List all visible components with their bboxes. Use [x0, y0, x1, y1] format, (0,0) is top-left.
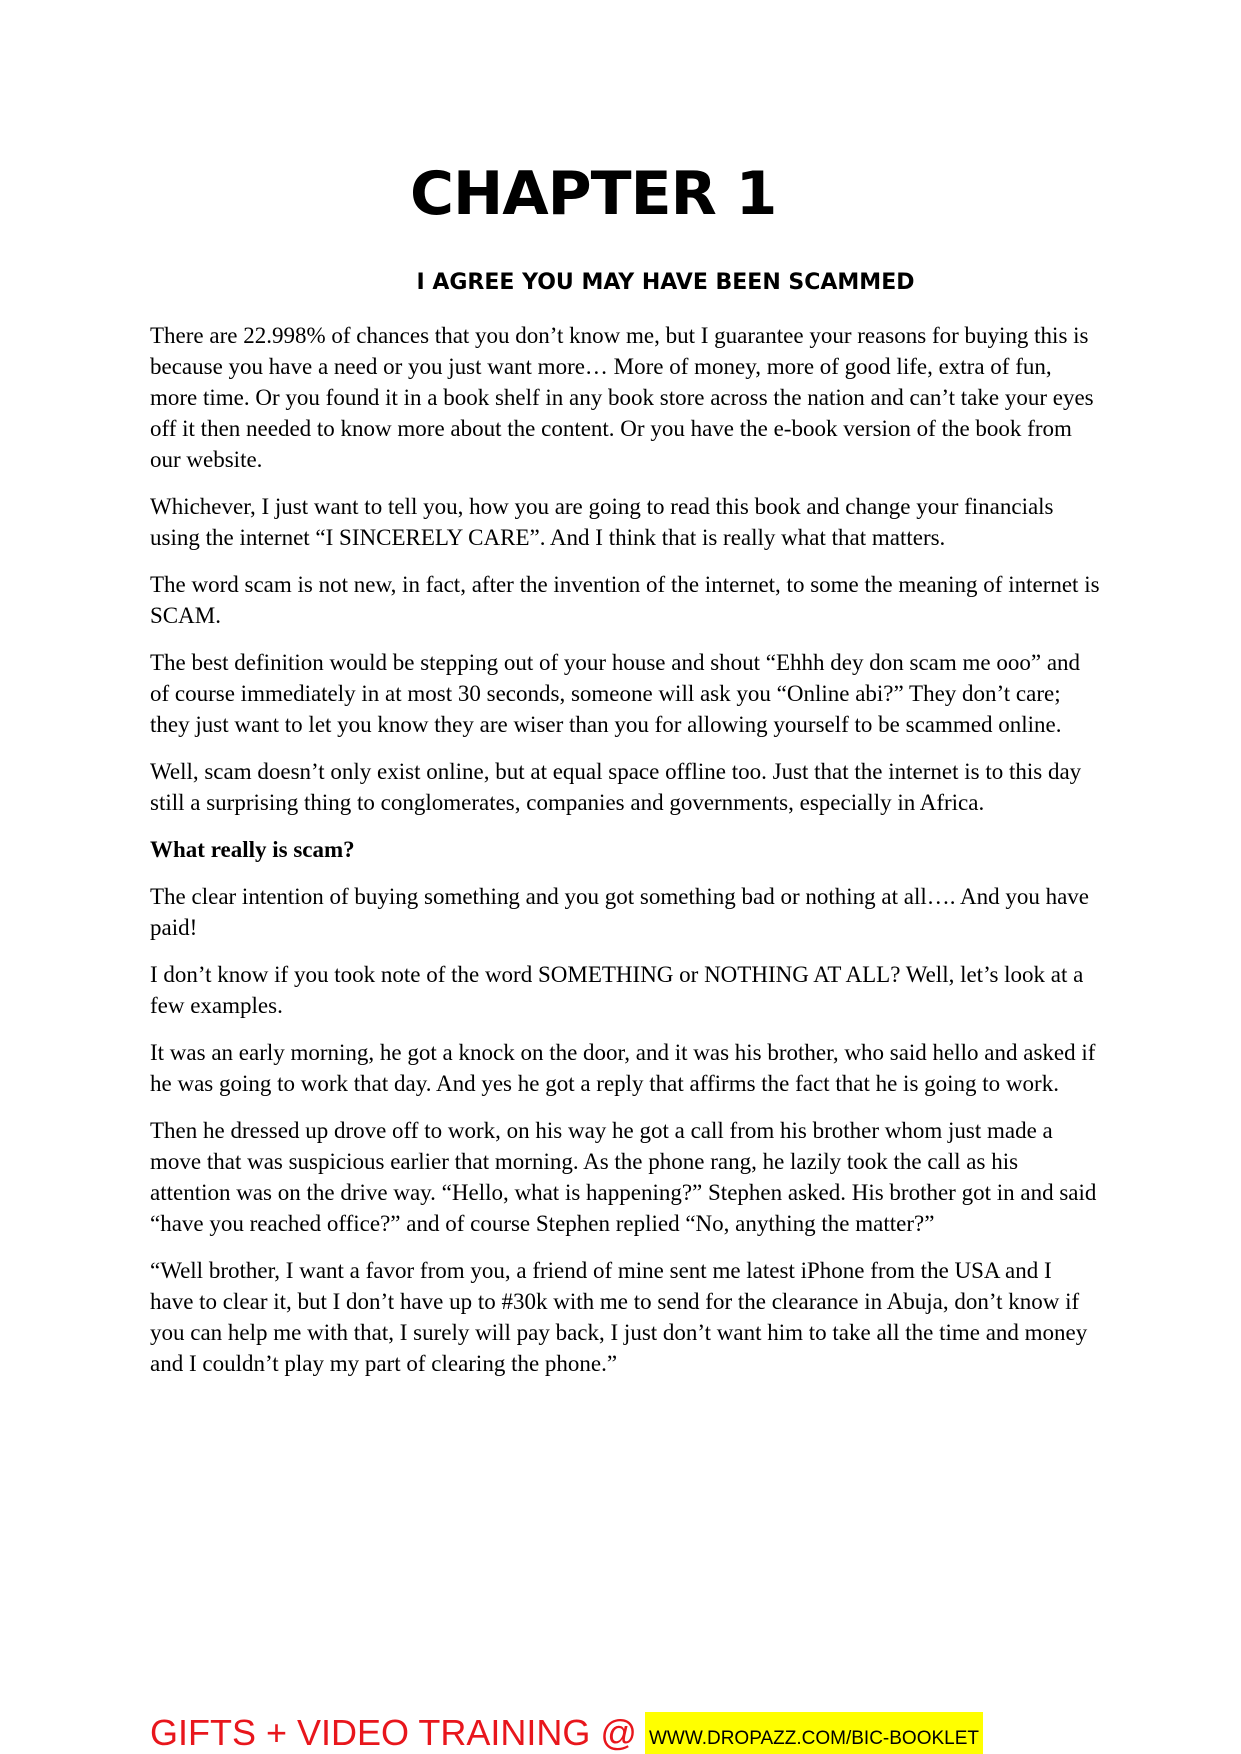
paragraph: There are 22.998% of chances that you don’t know me, but I guarantee your reasons for buying this is because you have a need or you just want more… More of money, more of good life, extra of fun, more time. Or you found it in a book shelf in any book store across the nation and can’t take your eyes off it then needed to know more about the content. Or you have the e-book version of the book from our website. [150, 323, 1094, 472]
paragraph: The word scam is not new, in fact, after the invention of the internet, to some the meaning of internet is SCAM. [150, 572, 1100, 628]
paragraph: Whichever, I just want to tell you, how you are going to read this book and change your financials using the internet “I SINCERELY CARE”. And I think that is really what that matters. [150, 494, 1054, 550]
chapter-title: CHAPTER 1 [410, 159, 777, 229]
paragraph: I don’t know if you took note of the word SOMETHING or NOTHING AT ALL? Well, let’s look at a few examples. [150, 962, 1084, 1018]
footer-label: GIFTS + VIDEO TRAINING @ [150, 1712, 637, 1753]
footer-link[interactable]: WWW.DROPAZZ.COM/BIC-BOOKLET [645, 1712, 983, 1754]
paragraph: The best definition would be stepping out of your house and shout “Ehhh dey don scam me ooo” and of course immediately in at most 30 seconds, someone will ask you “Online abi?” They don’t care; they just want to let you know they are wiser than you for allowing yourself to be scammed online. [150, 650, 1081, 737]
paragraph: The clear intention of buying something and you got something bad or nothing at all…. And you have paid! [150, 884, 1090, 940]
chapter-subtitle: I AGREE YOU MAY HAVE BEEN SCAMMED [416, 270, 915, 295]
footer-banner [150, 1712, 983, 1754]
paragraph: Well, scam doesn’t only exist online, but at equal space offline too. Just that the internet is to this day still a surprising thing to conglomerates, companies and governments, especially in Africa. [150, 759, 1082, 815]
paragraph: Then he dressed up drove off to work, on his way he got a call from his brother whom just made a move that was suspicious earlier that morning. As the phone rang, he lazily took the call as his attention was on the drive way. “Hello, what is happening?” Stephen asked. His brother got in and said “have you reached office?” and of course Stephen replied “No, anything the matter?” [150, 1118, 1097, 1236]
paragraph: It was an early morning, he got a knock on the door, and it was his brother, who said hello and asked if he was going to work that day. And yes he got a reply that affirms the fact that he is going to work. [150, 1040, 1096, 1096]
section-heading: What really is scam? [150, 837, 355, 862]
chapter-body [150, 320, 1100, 1395]
paragraph: “Well brother, I want a favor from you, a friend of mine sent me latest iPhone from the USA and I have to clear it, but I don’t have up to #30k with me to send for the clearance in Abuja, don’t know if you can help me with that, I surely will pay back, I just don’t want him to take all the time and money and I couldn’t play my part of clearing the phone.” [150, 1258, 1088, 1376]
